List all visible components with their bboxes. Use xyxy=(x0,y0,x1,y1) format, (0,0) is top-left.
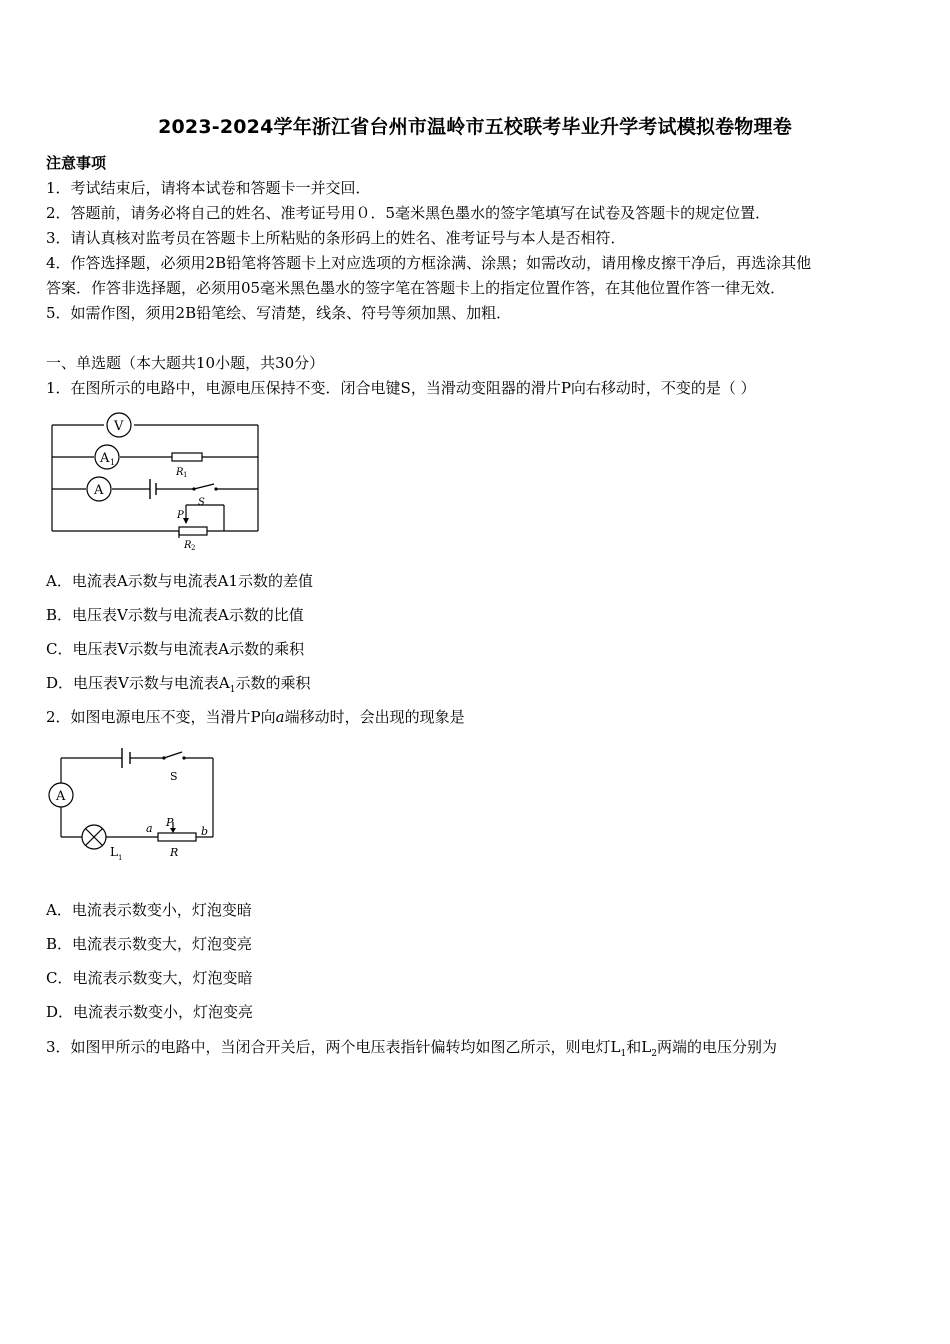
q2-end-a-label: a xyxy=(146,822,153,835)
voltmeter-icon xyxy=(107,413,131,437)
q2-stem-pre: 2．如图电源电压不变，当滑片P向 xyxy=(46,708,276,726)
q3-stem xyxy=(46,1036,777,1059)
q2-lamp-label: L xyxy=(110,845,118,859)
section-heading: 一、单选题（本大题共10小题，共30分） xyxy=(46,354,325,372)
q2-option-b[interactable]: B．电流表示数变大，灯泡变亮 xyxy=(46,935,253,953)
q1-option-d-post: 示数的乘积 xyxy=(235,674,311,692)
notice-item-5: 5．如需作图，须用2B铅笔绘、写清楚，线条、符号等须加黑、加粗． xyxy=(46,304,512,322)
q2-option-d[interactable]: D．电流表示数变小，灯泡变亮 xyxy=(46,1003,254,1021)
q3-stem-mid: 和L xyxy=(626,1038,652,1056)
q1-r2-label: R xyxy=(184,540,192,551)
paper-title: 2023-2024学年浙江省台州市温岭市五校联考毕业升学考试模拟卷物理卷 xyxy=(158,116,792,138)
ammeter-a-icon xyxy=(87,477,111,501)
battery-icon xyxy=(150,479,156,499)
battery-icon xyxy=(122,748,130,768)
q1-ammeter-a-label: A xyxy=(94,483,104,498)
q1-voltmeter-label: V xyxy=(114,419,124,434)
q1-circuit-diagram xyxy=(46,405,266,553)
q2-switch-label: S xyxy=(170,770,178,783)
q1-slider-label: P xyxy=(177,510,184,521)
slider-arrow-icon xyxy=(183,518,189,524)
q1-option-b[interactable]: B．电压表V示数与电流表A示数的比值 xyxy=(46,606,304,624)
lamp-icon xyxy=(82,825,106,849)
q3-stem-pre: 3．如图甲所示的电路中，当闭合开关后，两个电压表指针偏转均如图乙所示，则电灯L xyxy=(46,1038,621,1056)
q2-slider-label: P xyxy=(166,816,174,829)
notice-heading: 注意事项 xyxy=(46,154,107,172)
q1-option-d-sub: 1 xyxy=(229,685,236,695)
q1-r2-sub: 2 xyxy=(191,544,196,552)
notice-item-3: 3．请认真核对监考员在答题卡上所粘贴的条形码上的姓名、准考证号与本人是否相符． xyxy=(46,229,626,247)
q1-stem: 1．在图所示的电路中，电源电压保持不变．闭合电键S，当滑动变阻器的滑片P向右移动时，不变的是（ ） xyxy=(46,379,756,397)
q2-option-a[interactable]: A．电流表示数变小，灯泡变暗 xyxy=(46,901,252,919)
q2-r-label: R xyxy=(170,846,179,859)
q3-stem-post: 两端的电压分别为 xyxy=(656,1038,777,1056)
q1-ammeter-a1-sub: 1 xyxy=(110,458,116,467)
notice-item-1: 1．考试结束后，请将本试卷和答题卡一并交回． xyxy=(46,179,371,197)
q1-switch-label: S xyxy=(198,497,205,508)
q3-sub-1: 1 xyxy=(620,1049,627,1059)
notice-item-4-cont: 答案．作答非选择题，必须用05毫米黑色墨水的签字笔在答题卡上的指定位置作答，在其他位置作答一律无效． xyxy=(46,279,786,297)
q2-option-c[interactable]: C．电流表示数变大，灯泡变暗 xyxy=(46,969,253,987)
q1-option-a[interactable]: A．电流表A示数与电流表A1示数的差值 xyxy=(46,572,314,590)
q1-option-d[interactable] xyxy=(46,672,310,695)
q1-option-d-pre: D．电压表V示数与电流表A xyxy=(46,674,230,692)
q2-lamp-sub: 1 xyxy=(118,854,123,862)
notice-item-4: 4．作答选择题，必须用2B铅笔将答题卡上对应选项的方框涂满、涂黑；如需改动，请用橡皮擦干净后，再选涂其他 xyxy=(46,254,812,272)
q2-stem-ital: a xyxy=(275,708,285,726)
q1-r1-label: R xyxy=(176,467,184,478)
ammeter-a1-icon xyxy=(95,445,119,469)
q2-end-b-label: b xyxy=(201,825,209,838)
q2-stem xyxy=(46,706,465,727)
q3-sub-2: 2 xyxy=(651,1049,657,1059)
q2-ammeter-label: A xyxy=(56,789,66,804)
q1-option-c[interactable]: C．电压表V示数与电流表A示数的乘积 xyxy=(46,640,305,658)
q2-circuit-diagram xyxy=(44,740,224,865)
notice-item-2: 2．答题前，请务必将自己的姓名、准考证号用０．5毫米黑色墨水的签字笔填写在试卷及答题卡的规定位置． xyxy=(46,204,771,222)
q2-stem-post: 端移动时，会出现的现象是 xyxy=(284,708,465,726)
q1-r1-sub: 1 xyxy=(183,471,188,479)
q1-ammeter-a1-label: A xyxy=(100,451,110,466)
ammeter-icon xyxy=(49,783,73,807)
